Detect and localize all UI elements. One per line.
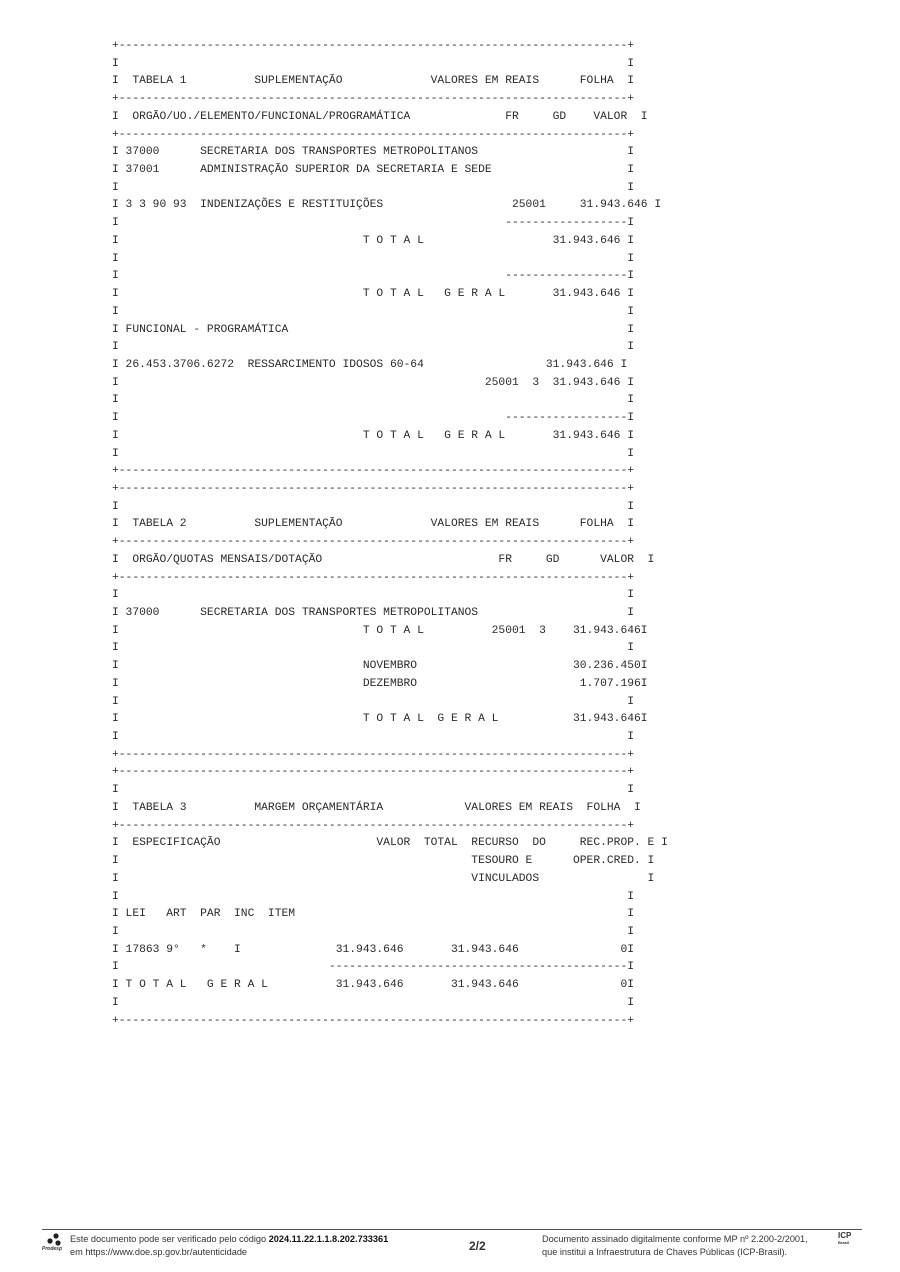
report-line: +---------------------------------------------------------------------------+ [112, 536, 635, 549]
report-line: I TABELA 1 SUPLEMENTAÇÃO VALORES EM REAIS FOLHA I [112, 75, 635, 88]
page-footer [42, 1229, 862, 1260]
digital-signature-notice [542, 1233, 808, 1258]
report-line: I I [112, 642, 635, 655]
budget-report [112, 38, 792, 1030]
report-line: I TABELA 3 MARGEM ORÇAMENTÁRIA VALORES EM REAIS FOLHA I [112, 801, 641, 814]
report-line: +---------------------------------------------------------------------------+ [112, 93, 635, 106]
icp-brasil-logo [838, 1232, 858, 1245]
report-line: I I [112, 57, 635, 70]
report-line: I T O T A L 31.943.646 I [112, 234, 635, 247]
report-line: I I [112, 925, 635, 938]
report-line: I I [112, 784, 635, 797]
report-line: I 17863 9° * I 31.943.646 31.943.646 0I [112, 943, 635, 956]
report-line: I T O T A L G E R A L 31.943.646I [112, 713, 648, 726]
report-line: I 37001 ADMINISTRAÇÃO SUPERIOR DA SECRETARIA E SEDE I [112, 164, 635, 177]
report-line: I ------------------I [112, 270, 635, 283]
icp-logo-subtext: Brasil [838, 1240, 850, 1245]
report-line: I 26.453.3706.6272 RESSARCIMENTO IDOSOS 60-64 31.943.646 I [112, 358, 628, 371]
report-line: I I [112, 589, 635, 602]
report-line: I T O T A L G E R A L 31.943.646 I [112, 429, 635, 442]
verification-code: 2024.11.22.1.1.8.202.733361 [268, 1234, 389, 1244]
report-line: +---------------------------------------------------------------------------+ [112, 465, 635, 478]
report-line: I I [112, 394, 635, 407]
report-line: I 3 3 90 93 INDENIZAÇÕES E RESTITUIÇÕES 25001 31.943.646 I [112, 199, 662, 212]
report-line: I T O T A L G E R A L 31.943.646 31.943.646 0I [112, 979, 635, 992]
report-line: +---------------------------------------------------------------------------+ [112, 1014, 635, 1027]
report-line: I DEZEMBRO 1.707.196I [112, 677, 648, 690]
verification-url: em https://www.doe.sp.gov.br/autenticidade [70, 1246, 248, 1257]
report-line: I I [112, 731, 635, 744]
report-line: +---------------------------------------------------------------------------+ [112, 819, 635, 832]
report-line: I ORGÃO/QUOTAS MENSAIS/DOTAÇÃO FR GD VALOR I [112, 553, 655, 566]
report-line: I I [112, 447, 635, 460]
report-line: +---------------------------------------------------------------------------+ [112, 482, 635, 495]
prodesp-logo-text: Prodesp [42, 1246, 63, 1252]
report-line: I I [112, 500, 635, 513]
report-line: I I [112, 695, 635, 708]
report-line: I LEI ART PAR INC ITEM I [112, 908, 635, 921]
page-number: 2/2 [469, 1239, 486, 1253]
report-line: +---------------------------------------------------------------------------+ [112, 766, 635, 779]
verification-prefix: Este documento pode ser verificado pelo código [70, 1234, 267, 1244]
report-line: I TABELA 2 SUPLEMENTAÇÃO VALORES EM REAIS FOLHA I [112, 518, 635, 531]
icp-logo-text: ICP [838, 1231, 852, 1240]
report-line: I VINCULADOS I [112, 872, 655, 885]
report-line: I T O T A L G E R A L 31.943.646 I [112, 288, 635, 301]
report-line: I ORGÃO/UO./ELEMENTO/FUNCIONAL/PROGRAMÁTICA FR GD VALOR I [112, 110, 648, 123]
report-line: +---------------------------------------------------------------------------+ [112, 571, 635, 584]
report-line: +---------------------------------------------------------------------------+ [112, 128, 635, 141]
report-line: I I [112, 996, 635, 1009]
report-line: I 25001 3 31.943.646 I [112, 376, 635, 389]
report-line: I I [112, 181, 635, 194]
report-line: I TESOURO E OPER.CRED. I [112, 855, 655, 868]
report-line: I 37000 SECRETARIA DOS TRANSPORTES METROPOLITANOS I [112, 607, 635, 619]
report-line: I T O T A L 25001 3 31.943.646I [112, 624, 648, 637]
report-line: +---------------------------------------------------------------------------+ [112, 40, 635, 52]
signature-line-1: Documento assinado digitalmente conforme MP nº 2.200-2/2001, [542, 1234, 808, 1244]
report-line: I I [112, 890, 635, 903]
signature-line-2: que institui a Infraestrutura de Chaves Públicas (ICP-Brasil). [542, 1246, 788, 1257]
report-line: I ------------------I [112, 412, 635, 425]
report-line: +---------------------------------------------------------------------------+ [112, 748, 635, 761]
report-line: I I [112, 305, 635, 318]
report-line: I I [112, 341, 635, 354]
report-line: I I [112, 252, 635, 265]
report-line: I FUNCIONAL - PROGRAMÁTICA I [112, 323, 635, 336]
report-line: I --------------------------------------------I [112, 961, 635, 974]
report-line: I NOVEMBRO 30.236.450I [112, 660, 648, 673]
report-line: I ------------------I [112, 217, 635, 230]
verification-notice [70, 1233, 388, 1258]
report-line: I ESPECIFICAÇÃO VALOR TOTAL RECURSO DO REC.PROP. E I [112, 837, 668, 850]
report-line: I 37000 SECRETARIA DOS TRANSPORTES METROPOLITANOS I [112, 146, 635, 159]
